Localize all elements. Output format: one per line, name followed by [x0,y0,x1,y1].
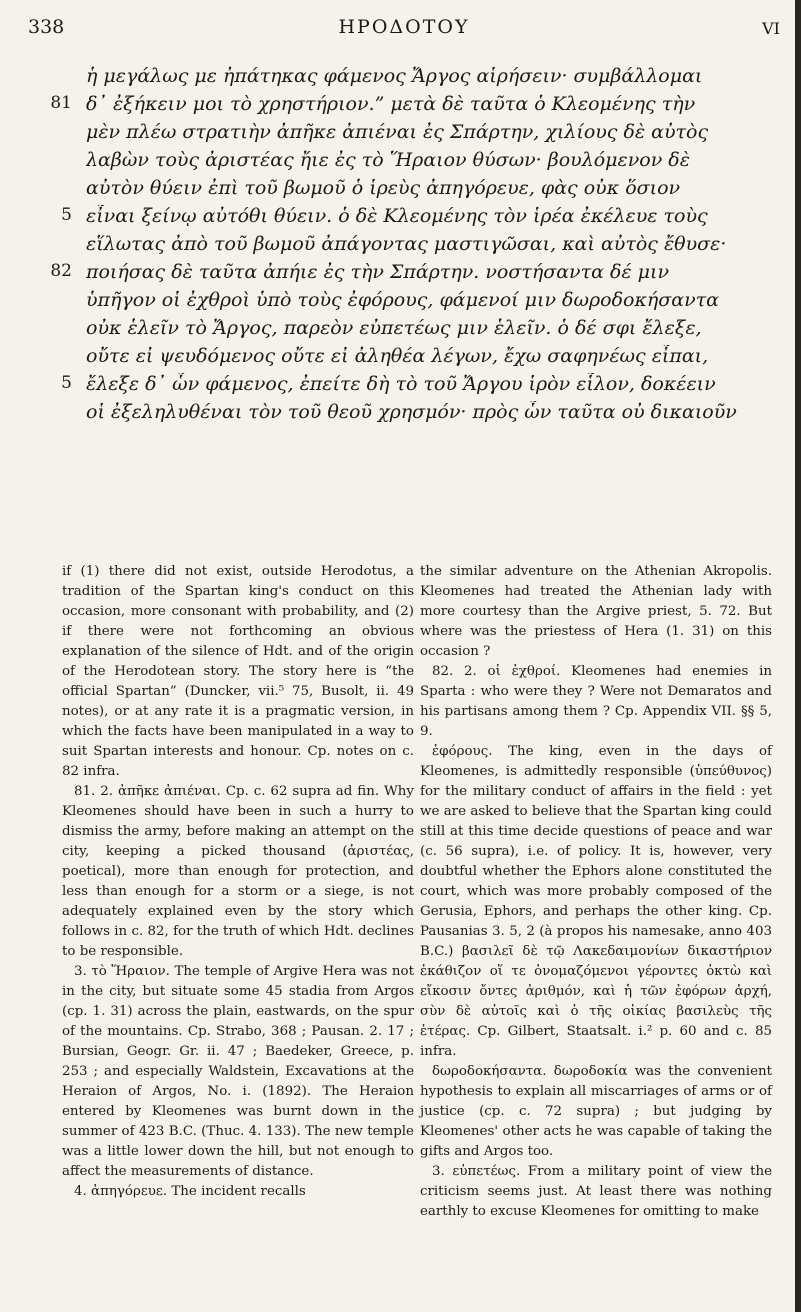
commentary-paragraph: if (1) there did not exist, outside Herodotus, a tradition of the Spartan king's conduct on this occasion, more consonant with probability, and (2) if there were not forthcoming an obvious explanation of the silence of Hdt. and of the origin of the Herodotean story. The story here is “the official Spartan” (Duncker, vii.⁵ 75, Busolt, ii. 49 notes), or at any rate it is a pragmatic version, in which the facts have been manipulated in a way to suit Spartan interests and honour. Cp. notes on c. 82 infra. [62,564,414,779]
greek-line-text: δ᾽ ἐξήκειν μοι τὸ χρηστήριον.” μετὰ δὲ ταῦτα ὁ Κλεομένης τὴν [86,93,696,115]
greek-line [0,202,801,230]
page-number: 338 [28,16,65,38]
greek-line [0,286,801,314]
greek-text [0,62,801,426]
section-number: 82 [50,261,72,281]
running-title: ΗΡΟΔΟΤΟΥ [338,16,470,38]
greek-line-text: οὔτε εἰ ψευδόμενος οὔτε εἰ ἀληθέα λέγων, ἔχω σαφηνέως εἶπαι, [86,345,709,367]
greek-line [0,398,801,426]
section-number: 5 [61,373,72,393]
commentary-paragraph: 4. ἀπηγόρευε. The incident recalls [74,1184,306,1199]
greek-line-text: ποιήσας δὲ ταῦτα ἀπήιε ἐς τὴν Σπάρτην. νοστήσαντα δέ μιν [86,261,669,283]
page-edge [795,0,801,1312]
commentary-paragraph: δωροδοκήσαντα. δωροδοκία was the convenient hypothesis to explain all miscarriages of arms or of justice (cp. c. 72 supra) ; but judging by Kleomenes' other acts he was capable of taking the gifts and Argos too. [420,1064,772,1159]
book-number: VI [762,19,780,38]
greek-line [0,258,801,286]
greek-line [0,90,801,118]
greek-line-text: λαβὼν τοὺς ἀριστέας ἤιε ἐς τὸ Ἥραιον θύσων· βουλόμενον δὲ [86,149,690,171]
greek-line-text: οὐκ ἑλεῖν τὸ Ἄργος, παρεὸν εὐπετέως μιν ἑλεῖν. ὁ δέ σφι ἔλεξε, [86,317,702,339]
greek-line-text: οἱ ἐξεληλυθέναι τὸν τοῦ θεοῦ χρησμόν· πρὸς ὧν ταῦτα οὐ δικαιοῦν [86,401,737,423]
greek-line-text: ἡ μεγάλως με ἠπάτηκας φάμενος Ἄργος αἱρήσειν· συμβάλλομαι [86,65,703,87]
greek-line-text: αὐτὸν θύειν ἐπὶ τοῦ βωμοῦ ὁ ἱρεὺς ἀπηγόρευε, φὰς οὐκ ὅσιον [86,177,681,199]
greek-line [0,230,801,258]
running-head [28,16,780,46]
greek-line [0,62,801,90]
greek-line-text: ἔλεξε δ᾽ ὧν φάμενος, ἐπείτε δὴ τὸ τοῦ Ἄργου ἱρὸν εἷλον, δοκέειν [86,373,716,395]
greek-line [0,174,801,202]
greek-line [0,146,801,174]
greek-line-text: ὑπῆγον οἱ ἐχθροὶ ὑπὸ τοὺς ἐφόρους, φάμενοί μιν δωροδοκήσαντα [86,289,719,311]
commentary-paragraph: the similar adventure on the Athenian Akropolis. Kleomenes had treated the Athenian lady with more courtesy than the Argive priest, 5. 72. But where was the priestess of Hera (1. 31) on this occasion ? [420,564,772,659]
greek-line [0,370,801,398]
commentary-left-column [62,562,414,1202]
greek-line [0,118,801,146]
greek-line-text: εἶναι ξείνῳ αὐτόθι θύειν. ὁ δὲ Κλεομένης τὸν ἱρέα ἐκέλευε τοὺς [86,205,708,227]
commentary-paragraph: 81. 2. ἀπῆκε ἀπιέναι. Cp. c. 62 supra ad fin. Why Kleomenes should have been in such a hurry to dismiss the army, before making an attempt on the city, keeping a picked thousand (ἀριστέας, poetical), more than enough for protection, and less than enough for a storm or a siege, is not adequately explained even by the story which follows in c. 82, for the truth of which Hdt. declines to be responsible. [62,784,414,959]
commentary-paragraph: ἐφόρους. The king, even in the days of Kleomenes, is admittedly responsible (ὑπεύθυνος) for the military conduct of affairs in the field : yet we are asked to believe that the Spartan king could still at this time decide questions of peace and war (c. 56 supra), i.e. of policy. It is, however, very doubtful whether the Ephors alone constituted the court, which was more probably composed of the Gerusia, Ephors, and perhaps the other king. Cp. Pausanias 3. 5, 2 (à propos his namesake, anno 403 B.C.) βασιλεῖ δὲ τῷ Λακεδαιμονίων δικαστήριον ἐκάθιζον οἵ τε ὀνομαζόμενοι γέροντες ὀκτὼ καὶ εἴκοσιν ὄντες ἀριθμόν, καὶ ἡ τῶν ἐφόρων ἀρχή, σὺν δὲ αὐτοῖς καὶ ὁ τῆς οἰκίας βασιλεὺς τῆς ἑτέρας. Cp. Gilbert, Staatsalt. i.² p. 60 and c. 85 infra. [420,744,772,1059]
commentary-paragraph: 82. 2. οἱ ἐχθροί. Kleomenes had enemies in Sparta : who were they ? Were not Demaratos and his partisans among them ? Cp. Appendix VII. §§ 5, 9. [420,664,772,739]
section-number: 5 [61,205,72,225]
commentary-right-column [420,562,772,1222]
greek-line-text: εἵλωτας ἀπὸ τοῦ βωμοῦ ἀπάγοντας μαστιγῶσαι, καὶ αὐτὸς ἔθυσε· [86,233,727,255]
commentary-paragraph: 3. εὐπετέως. From a military point of view the criticism seems just. At least there was nothing earthly to excuse Kleomenes for omitting to make [420,1164,772,1219]
greek-line-text: μὲν πλέω στρατιὴν ἀπῆκε ἀπιέναι ἐς Σπάρτην, χιλίους δὲ αὐτὸς [86,121,709,143]
greek-line [0,314,801,342]
commentary-paragraph: 3. τὸ Ἥραιον. The temple of Argive Hera was not in the city, but situate some 45 stadia from Argos (cp. 1. 31) across the plain, eastwards, on the spur of the mountains. Cp. Strabo, 368 ; Pausan. 2. 17 ; Bursian, Geogr. Gr. ii. 47 ; Baedeker, Greece, p. 253 ; and especially Waldstein, Excavations at the Heraion of Argos, No. i. (1892). The Heraion entered by Kleomenes was burnt down in the summer of 423 B.C. (Thuc. 4. 133). The new temple was a little lower down the hill, but not enough to affect the measurements of distance. [62,964,414,1179]
section-number: 81 [50,93,72,113]
greek-line [0,342,801,370]
